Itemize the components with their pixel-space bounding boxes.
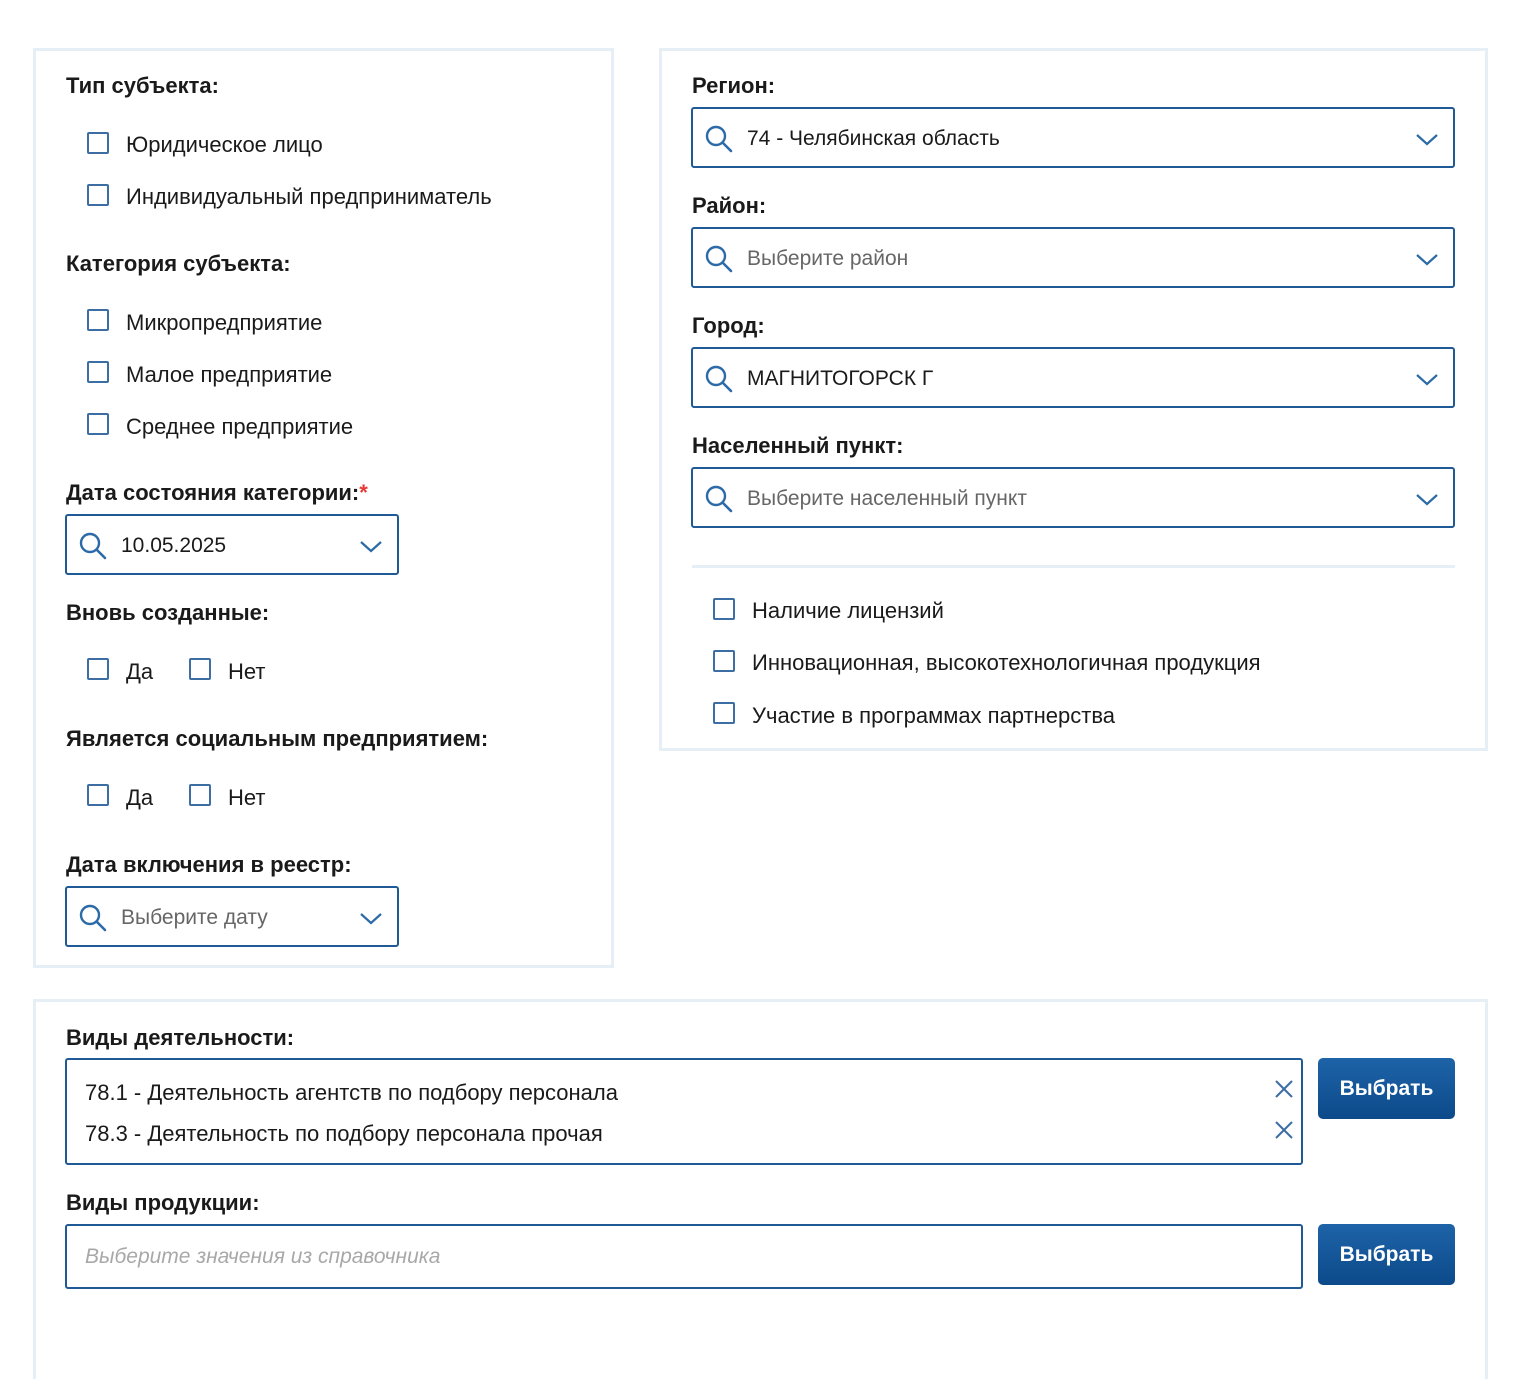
subject-type-legal-checkbox[interactable] — [87, 132, 109, 154]
category-date-select[interactable] — [65, 514, 399, 575]
city-select[interactable] — [691, 347, 1455, 408]
subject-type-ip-text: Индивидуальный предприниматель — [126, 184, 492, 209]
licenses-text: Наличие лицензий — [752, 598, 944, 623]
district-select[interactable] — [691, 227, 1455, 288]
newly-created-label: Вновь созданные: — [66, 600, 270, 625]
products-field[interactable] — [65, 1224, 1303, 1289]
required-mark: * — [359, 480, 368, 505]
social-enterprise-yes-checkbox[interactable] — [87, 784, 109, 806]
city-value: МАГНИТОГОРСК Г — [747, 367, 934, 390]
chevron-down-icon[interactable] — [1415, 249, 1439, 269]
registry-date-label: Дата включения в реестр: — [66, 852, 352, 877]
newly-created-yes-text: Да — [126, 659, 154, 684]
locality-label: Населенный пункт: — [692, 433, 904, 458]
search-icon — [79, 904, 107, 932]
subject-type-label: Тип субъекта: — [66, 73, 219, 98]
products-select-button[interactable]: Выбрать — [1318, 1224, 1455, 1285]
innovative-products-checkbox[interactable] — [713, 650, 735, 672]
close-icon[interactable] — [1273, 1119, 1295, 1141]
locality-select[interactable] — [691, 467, 1455, 528]
chevron-down-icon[interactable] — [359, 908, 383, 928]
social-enterprise-no-text: Нет — [228, 785, 266, 810]
search-icon — [705, 245, 733, 273]
registry-date-placeholder: Выберите дату — [121, 906, 268, 929]
innovative-products-text: Инновационная, высокотехнологичная продукция — [752, 650, 1261, 675]
category-small-checkbox[interactable] — [87, 361, 109, 383]
chevron-down-icon[interactable] — [1415, 369, 1439, 389]
activity-tag: 78.1 - Деятельность агентств по подбору персонала — [85, 1080, 618, 1105]
category-small-text: Малое предприятие — [126, 362, 333, 387]
category-micro-text: Микропредприятие — [126, 310, 323, 335]
search-icon — [705, 125, 733, 153]
search-icon — [79, 532, 107, 560]
search-icon — [705, 365, 733, 393]
region-label: Регион: — [692, 73, 776, 98]
category-micro-checkbox[interactable] — [87, 309, 109, 331]
category-date-value: 10.05.2025 — [121, 534, 227, 557]
subject-type-legal-text: Юридическое лицо — [126, 132, 323, 157]
district-placeholder: Выберите район — [747, 247, 909, 270]
activities-select-button[interactable]: Выбрать — [1318, 1058, 1455, 1119]
partnership-programs-checkbox[interactable] — [713, 702, 735, 724]
chevron-down-icon[interactable] — [359, 536, 383, 556]
activity-tag: 78.3 - Деятельность по подбору персонала прочая — [85, 1121, 603, 1146]
category-date-label-text: Дата состояния категории: — [66, 480, 360, 505]
registry-date-select[interactable] — [65, 886, 399, 947]
locality-placeholder: Выберите населенный пункт — [747, 487, 1027, 510]
products-placeholder: Выберите значения из справочника — [85, 1245, 441, 1268]
social-enterprise-no-checkbox[interactable] — [189, 784, 211, 806]
divider — [692, 565, 1455, 568]
newly-created-yes-checkbox[interactable] — [87, 658, 109, 680]
category-medium-text: Среднее предприятие — [126, 414, 354, 439]
subject-type-ip-checkbox[interactable] — [87, 184, 109, 206]
close-icon[interactable] — [1273, 1078, 1295, 1100]
city-label: Город: — [692, 313, 765, 338]
partnership-programs-text: Участие в программах партнерства — [752, 703, 1116, 728]
region-select[interactable] — [691, 107, 1455, 168]
search-icon — [705, 485, 733, 513]
activities-label: Виды деятельности: — [66, 1025, 295, 1050]
licenses-checkbox[interactable] — [713, 598, 735, 620]
chevron-down-icon[interactable] — [1415, 129, 1439, 149]
newly-created-no-text: Нет — [228, 659, 266, 684]
district-label: Район: — [692, 193, 767, 218]
bottom-filter-panel — [33, 999, 1488, 1379]
products-label: Виды продукции: — [66, 1190, 260, 1215]
newly-created-no-checkbox[interactable] — [189, 658, 211, 680]
social-enterprise-yes-text: Да — [126, 785, 154, 810]
region-value: 74 - Челябинская область — [747, 127, 1000, 150]
social-enterprise-label: Является социальным предприятием: — [66, 726, 489, 751]
subject-category-label: Категория субъекта: — [66, 251, 291, 276]
chevron-down-icon[interactable] — [1415, 489, 1439, 509]
category-medium-checkbox[interactable] — [87, 413, 109, 435]
category-date-label — [66, 480, 368, 506]
activities-field[interactable] — [65, 1058, 1303, 1165]
